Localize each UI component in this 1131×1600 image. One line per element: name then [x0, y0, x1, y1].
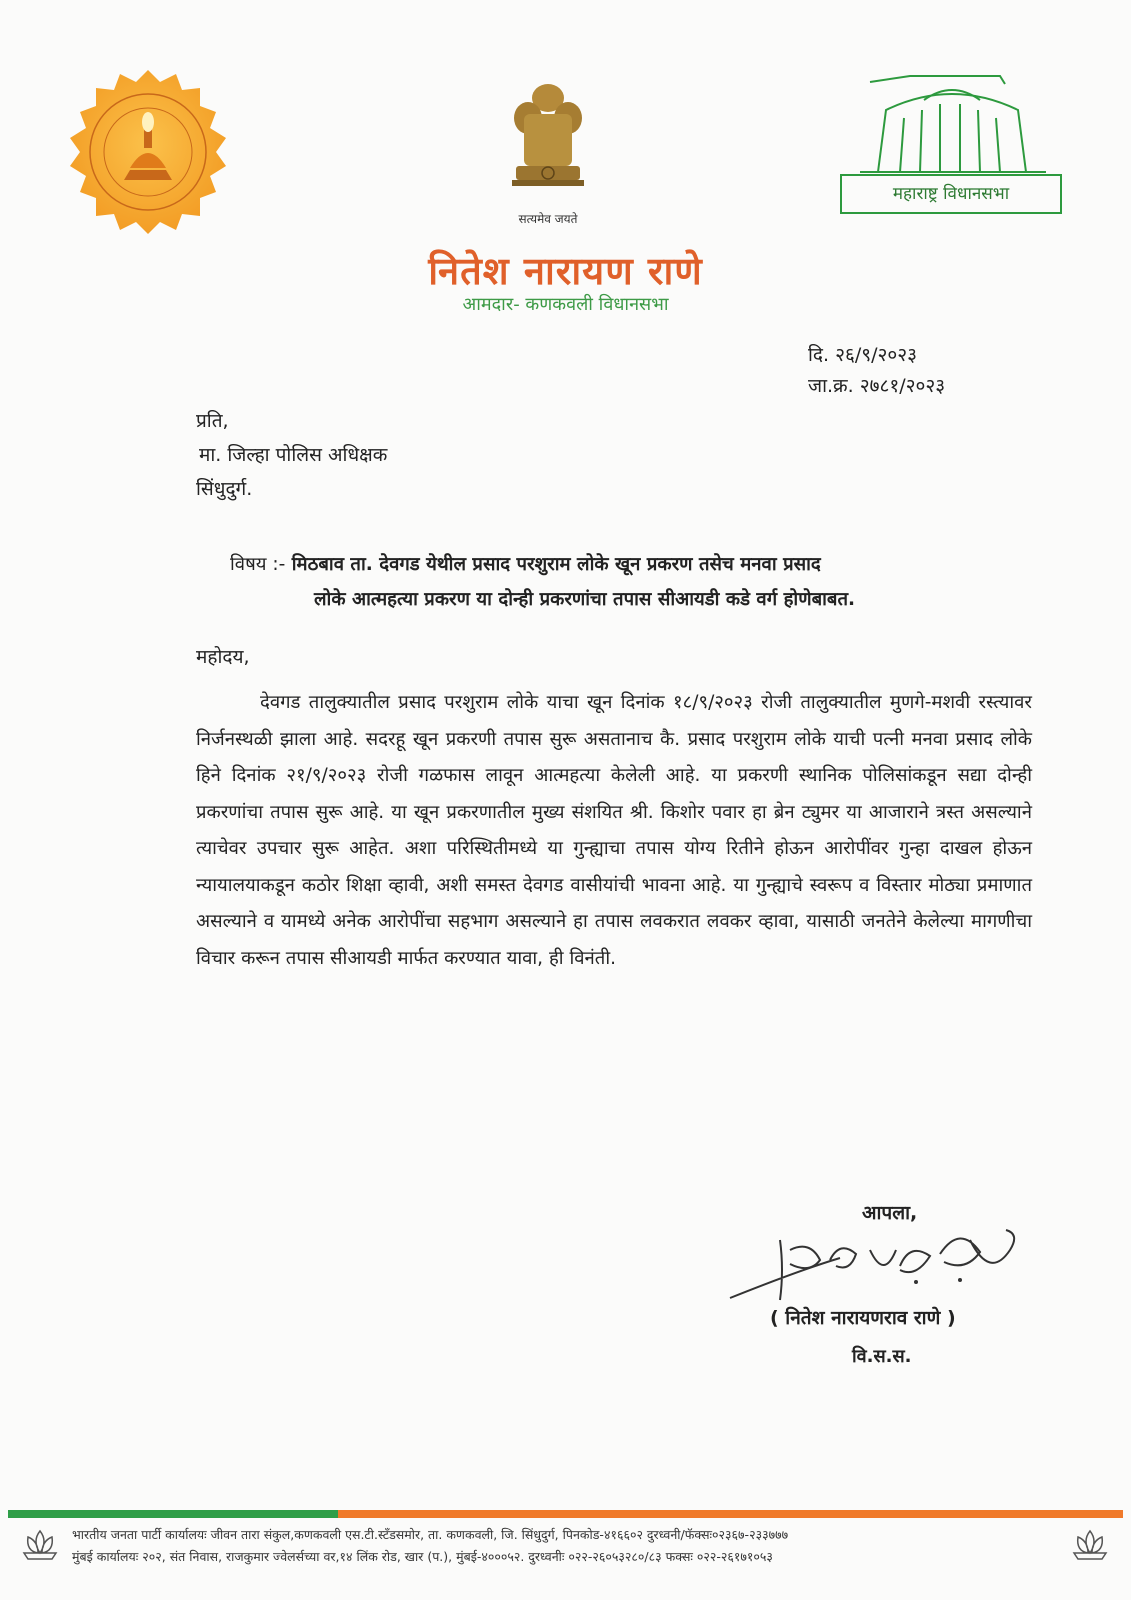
ashoka-lions-icon	[498, 78, 598, 204]
footer-addresses	[72, 1524, 1062, 1568]
mla-name: नितेश नारायण राणे	[428, 248, 703, 293]
reference-number: जा.क्र. २७८१/२०२३	[808, 375, 946, 397]
subject-label: विषय :-	[230, 554, 286, 575]
subject-line-1: मिठबाव ता. देवगड येथील प्रसाद परशुराम लोके खून प्रकरण तसेच मनवा प्रसाद	[291, 554, 821, 575]
recipient-block	[196, 404, 387, 506]
closing-salutation: आपला,	[862, 1202, 918, 1224]
vidhan-bhavan-logo	[840, 70, 1066, 216]
footer-line-2: मुंबई कार्यालयः २०२, संत निवास, राजकुमार ज्वेलर्सच्या वर,१४ लिंक रोड, खार (प.), मुंबई-४०००५२. दुरध्वनीः ०२२-२६०५३२८०/८३ फक्सः ०२२-२६१७१०५३	[72, 1549, 773, 1564]
letter-body: देवगड तालुक्यातील प्रसाद परशुराम लोके याचा खून दिनांक १८/९/२०२३ रोजी तालुक्यातील मुणगे-मशवी रस्त्यावर निर्जनस्थळी झाला आहे. सदरहू खून प्रकरणी तपास सुरू असतानाच कै. प्रसाद परशुराम लोके याची पत्नी मनवा प्रसाद लोके हिने दिनांक २१/९/२०२३ रोजी गळफास लावून आत्महत्या केलेली आहे. या प्रकरणी स्थानिक पोलिसांकडून सद्या दोन्ही प्रकरणांचा तपास सुरू आहे. या खून प्रकरणातील मुख्य संशयित श्री. किशोर पवार हा ब्रेन ट्युमर या आजाराने त्रस्त असल्याने त्याचेवर उपचार सुरू आहेत. अशा परिस्थितीमध्ये या गुन्ह्याचा तपास योग्य रितीने होऊन आरोपींवर गुन्हा दाखल होऊन न्यायालयाकडून कठोर शिक्षा व्हावी, अशी समस्त देवगड वासीयांची भावना आहे. या गुन्ह्याचे स्वरूप व विस्तार मोठ्या प्रमाणात असल्याने व यामध्ये अनेक आरोपींचा सहभाग असल्याने हा तपास लवकरात लवकर व्हावा, यासाठी जनतेने केलेल्या मागणीचा विचार करून तपास सीआयडी मार्फत करण्यात यावा, ही विनंती.	[196, 692, 1032, 969]
national-emblem	[498, 78, 598, 228]
maharashtra-seal-icon	[64, 68, 232, 236]
greeting: महोदय,	[196, 646, 250, 668]
footer-divider	[8, 1510, 1123, 1518]
assembly-label: महाराष्ट्र विधानसभा	[840, 174, 1062, 214]
letter-meta	[808, 340, 945, 402]
signer-name: ( नितेश नारायणराव राणे )	[770, 1307, 956, 1329]
motto-text: सत्यमेव जयते	[518, 212, 578, 226]
subject-line-2: लोके आत्महत्या प्रकरण या दोन्ही प्रकरणांचा तपास सीआयडी कडे वर्ग होणेबाबत.	[314, 589, 856, 610]
lotus-icon	[1070, 1527, 1110, 1563]
signature-icon	[720, 1220, 1050, 1310]
letter-date: दि. २६/९/२०२३	[808, 344, 918, 366]
recipient-office: मा. जिल्हा पोलिस अधिक्षक	[199, 444, 388, 466]
footer-line-1: भारतीय जनता पार्टी कार्यालयः जीवन तारा संकुल,कणकवली एस.टी.स्टॅंडसमोर, ता. कणकवली, जि. सिंधुदुर्ग, पिनकोड-४१६६०२ दुरध्वनी/फॅक्सः०२३६७-२३३७७७	[72, 1527, 789, 1542]
signer-designation: वि.स.स.	[852, 1346, 912, 1367]
lotus-icon	[20, 1527, 60, 1563]
assembly-building-icon	[840, 70, 1066, 174]
subject-block	[230, 547, 1030, 617]
mla-constituency: आमदार- कणकवली विधानसभा	[462, 294, 669, 315]
recipient-place: सिंधुदुर्ग.	[196, 478, 253, 500]
recipient-to: प्रति,	[196, 410, 229, 432]
